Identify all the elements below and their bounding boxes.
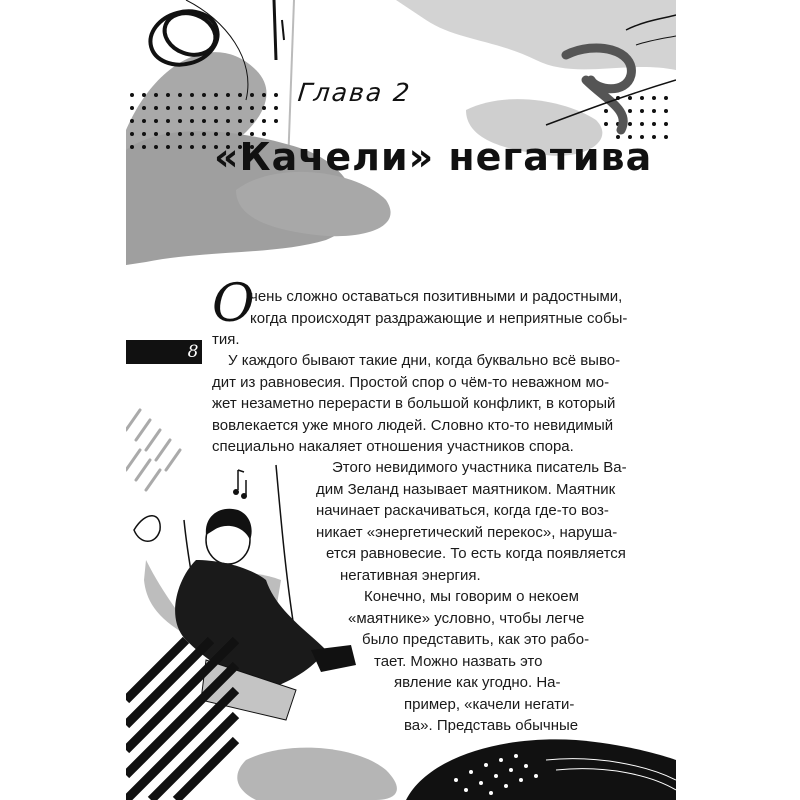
text-line: тия.	[212, 331, 240, 348]
paragraph-3	[316, 457, 638, 586]
chapter-title: «Качели» негатива	[214, 135, 653, 179]
text-line: «маятнике» условно, чтобы легче	[348, 609, 585, 627]
gray-blob-top-right	[396, 0, 676, 70]
text-line: негативная энергия.	[340, 566, 481, 584]
text-line: чень сложно оставаться позитивными и радостными,	[250, 288, 623, 305]
text-line: ется равновесие. То есть когда появляется	[326, 545, 626, 562]
text-line: когда происходят раздражающие и неприятные собы-	[250, 309, 628, 327]
text-line: ва». Представь обычные	[404, 717, 579, 734]
text-line: было представить, как это рабо-	[362, 631, 590, 648]
text-line: явление как угодно. На-	[394, 674, 561, 691]
text-line: пример, «качели негати-	[404, 695, 575, 713]
drop-cap: О	[212, 274, 255, 334]
text-line: дим Зеланд называет маятником. Маятник	[316, 480, 616, 498]
text-line: дит из равновесия. Простой спор о чём-то неважном мо-	[212, 373, 610, 391]
text-line: специально накаляет отношения участников спора.	[212, 438, 574, 455]
text-line: Этого невидимого участника писатель Ва-	[332, 459, 627, 476]
paragraph-4	[348, 586, 638, 737]
text-line: тает. Можно назвать это	[374, 652, 543, 670]
text-line: У каждого бывают такие дни, когда буквально всё выво-	[228, 352, 621, 369]
paragraph-2	[212, 350, 638, 458]
paragraph-1	[250, 286, 638, 329]
black-brush-bottom-right	[406, 739, 676, 800]
hatch-marks-left	[126, 410, 180, 490]
paragraph-1-tail	[212, 329, 638, 351]
chapter-label: Глава 2	[296, 78, 413, 107]
text-line: вовлекается уже много людей. Словно кто-то невидимый	[212, 416, 614, 434]
text-line: жет незаметно перерасти в большой конфликт, в который	[212, 395, 616, 412]
text-line: Конечно, мы говорим о некоем	[364, 588, 579, 605]
gray-blob-bottom	[237, 748, 397, 800]
leaf-outline	[134, 516, 160, 542]
book-page	[126, 0, 676, 800]
text-line: начинает раскачиваться, когда где-то воз-	[316, 502, 609, 519]
text-line: никает «энергетический перекос», наруша-	[316, 523, 618, 541]
page-number: 8	[187, 342, 199, 362]
